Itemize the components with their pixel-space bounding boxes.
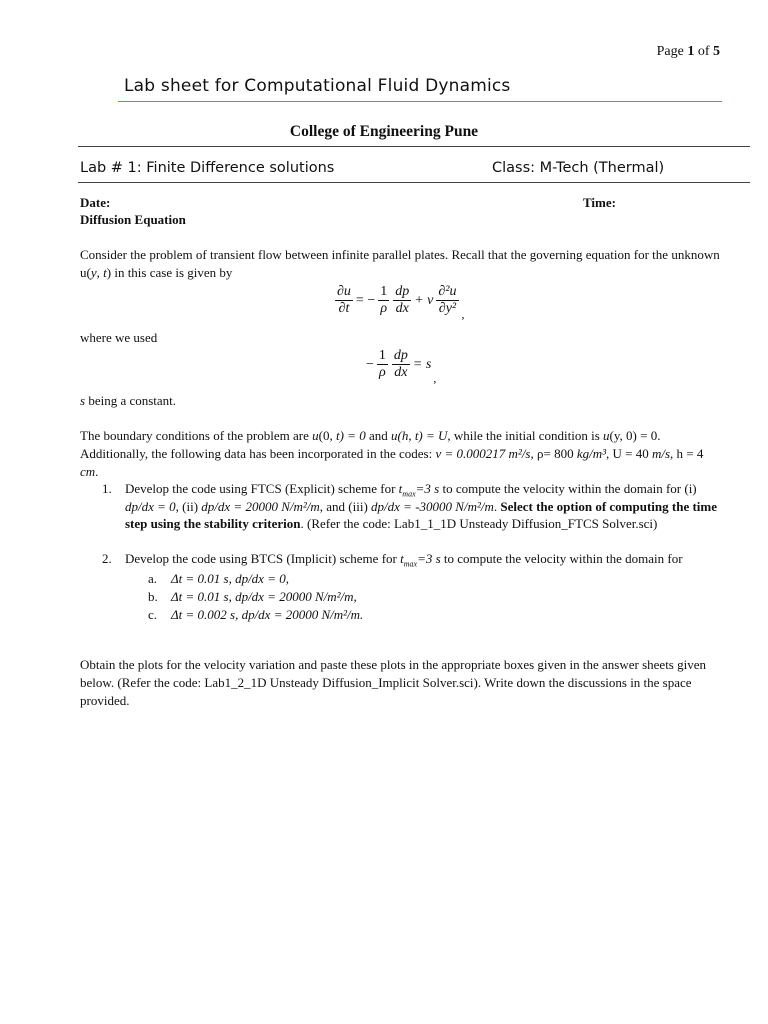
header-title: Lab sheet for Computational Fluid Dynamics	[124, 76, 511, 96]
s-constant-text: s being a constant.	[80, 393, 177, 408]
divider-bottom	[78, 182, 750, 183]
closing-paragraph: Obtain the plots for the velocity variation and paste these plots in the appropriate boxes given in the answer sheets given below. (Refer the code: Lab1_2_1D Unsteady Diffusion_Implicit Solver.sci). Write down the discussions in the space provided.	[80, 657, 706, 708]
divider-top	[78, 146, 750, 147]
time-label: Time:	[583, 195, 616, 210]
lab-title: Lab # 1: Finite Difference solutions	[80, 160, 335, 176]
list-item: b. Δt = 0.01 s, dp/dx = 20000 N/m²/m,	[148, 588, 357, 604]
task-2-sublist	[148, 570, 722, 624]
college-name: College of Engineering Pune	[289, 123, 479, 140]
section-title: Diffusion Equation	[80, 212, 186, 227]
intro-paragraph: Consider the problem of transient flow between infinite parallel plates. Recall that the governing equation for the unknown u(y, t) in this case is given by	[80, 247, 720, 280]
list-item: a. Δt = 0.01 s, dp/dx = 0,	[148, 570, 289, 586]
task-1: 1. Develop the code using FTCS (Explicit) scheme for $t_{max}=3$ s to compute the velocity within the domain for (i) dp/dx = 0, (ii) dp/dx = 20000 N/m²/m, and (iii) dp/dx = -30000 N/m²/m. Select the option of computing the time step using the stability criterion. (Refer the code: Lab1_1_1D Unsteady Diffusion_FTCS Solver.sci)	[102, 481, 717, 531]
task-number: 1.	[102, 481, 112, 496]
header-rule	[118, 101, 722, 102]
date-label: Date:	[80, 195, 111, 210]
task-2: 2. Develop the code using BTCS (Implicit) scheme for $t_{max}=3$ s to compute the velocity within the domain for a. Δt = 0.01 s, dp/dx = 0, b. Δt = 0.01 s, dp/dx = 20000 N/m²/m, c. Δt = 0.002 s, dp/dx = 20000 N/m²/m.	[80, 550, 722, 624]
page-number: Page 1 of 5	[656, 44, 720, 59]
task-number: 2.	[102, 551, 112, 566]
boundary-conditions-paragraph: The boundary conditions of the problem are u(0, t) = 0 and u(h, t) = U, while the initial condition is u(y, 0) = 0. Additionally, the following data has been incorporated in the codes: ν = 0.000217 m²/s, ρ= 800 kg/m³, U = 40 m/s, h = 4 cm.	[80, 428, 704, 479]
class-label: Class: M-Tech (Thermal)	[492, 160, 665, 176]
where-used-text: where we used	[80, 330, 158, 345]
governing-equation: $\frac{\partial u}{\partial t}$ = − $\frac{1}{\rho}$ $\frac{dp}{dx}$ + ν $\frac{\text{∂²u}}{\text{∂y²}}$ ,	[337, 284, 465, 321]
list-item: c. Δt = 0.002 s, dp/dx = 20000 N/m²/m.	[148, 606, 364, 622]
pressure-gradient-equation: − $\frac{1}{\rho}$ $\frac{dp}{dx}$ = s,	[366, 348, 437, 385]
